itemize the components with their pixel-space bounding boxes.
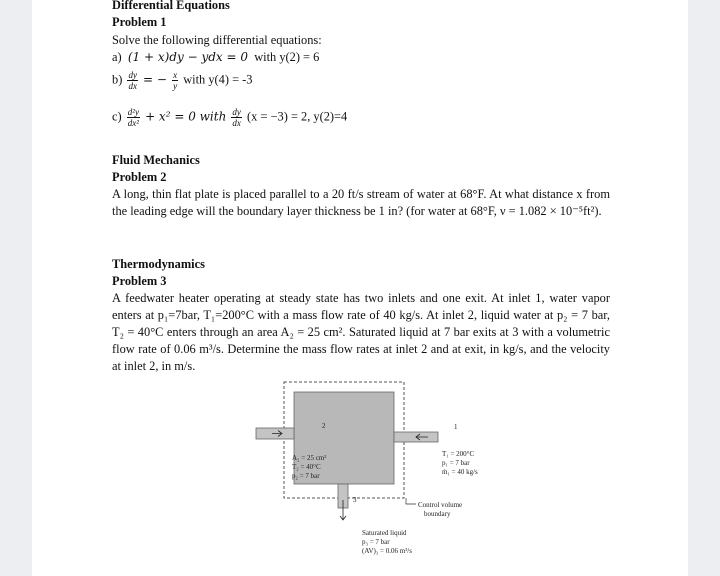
equation-b xyxy=(112,70,252,91)
equation-b-numerator: dy xyxy=(128,70,137,80)
inlet-2-number: 2 xyxy=(322,422,326,430)
equation-c-expression: + x² = 0 with xyxy=(145,109,227,124)
exit-volumetric-flow: (AV)₃ = 0.06 m³/s xyxy=(362,547,412,555)
equation-b-rhs xyxy=(172,70,178,91)
equation-a-label: a) xyxy=(112,50,122,64)
inlet-2-temperature: T₂ = 40°C xyxy=(292,463,321,471)
equation-a xyxy=(112,49,319,66)
control-volume-label-2: boundary xyxy=(424,510,451,518)
problem-2-text: A long, thin flat plate is placed parallel to a 20 ft/s stream of water at 68°F. At what distance x from the leading edge will the boundary layer thickness be 1 in? (for water at 68°F, ν = 1.082 × 10⁻⁵ft²). xyxy=(112,187,610,218)
exit-number: 3 xyxy=(353,496,357,504)
equation-c-denominator: dx² xyxy=(127,118,139,128)
problem-1-heading: Problem 1 xyxy=(112,15,167,29)
equation-c-first-derivative xyxy=(231,107,242,128)
equation-b-label: b) xyxy=(112,72,123,87)
section-title-differential-equations: Differential Equations xyxy=(112,0,230,12)
inlet-1-temperature: T₁ = 200°C xyxy=(442,450,475,458)
problem-3-heading: Problem 3 xyxy=(112,274,167,288)
problem-2-heading: Problem 2 xyxy=(112,170,167,184)
equation-b-denominator: dx xyxy=(128,81,137,91)
problem-1-intro: Solve the following differential equations: xyxy=(112,33,322,47)
section-title-fluid-mechanics: Fluid Mechanics xyxy=(112,153,200,167)
equation-b-sign: = − xyxy=(143,72,167,87)
control-volume-pointer xyxy=(406,498,416,504)
equation-c-bc-denominator: dx xyxy=(232,118,241,128)
equation-c-condition: (x = −3) = 2, y(2)=4 xyxy=(247,109,348,124)
problem-3-text: A feedwater heater operating at steady state has two inlets and one exit. At inlet 1, water vapor enters at p₁=7bar, T₁=200°C with a mass flow rate of 40 kg/s. At inlet 2, liquid water at p₂ = 7 bar, T₂ = 40°C enters through an area A₂ = 25 cm². Saturated liquid at 7 bar exits at 3 with a volumetric flow rate of 0.06 m³/s. Determine the mass flow rates at inlet 2 and at exit, in kg/s, and the velocity at inlet 2, in m/s. xyxy=(112,291,610,373)
document-page xyxy=(32,0,688,576)
equation-b-rhs-numerator: x xyxy=(173,70,178,80)
exit-state: Saturated liquid xyxy=(362,529,407,537)
inlet-1-number: 1 xyxy=(454,423,458,431)
equation-c-bc-numerator: dy xyxy=(232,107,241,117)
inlet-2-area: A₂ = 25 cm² xyxy=(292,454,327,462)
feedwater-heater-diagram xyxy=(252,378,492,568)
equation-c-numerator: d²y xyxy=(127,107,139,117)
equation-a-condition: with y(2) = 6 xyxy=(254,50,320,64)
equation-b-derivative xyxy=(127,70,138,91)
control-volume-label: Control volume xyxy=(418,501,463,509)
equation-c xyxy=(112,107,347,128)
exit-pressure: p₃ = 7 bar xyxy=(362,538,390,546)
equation-b-rhs-denominator: y xyxy=(173,81,178,91)
inlet-1-pressure: p₁ = 7 bar xyxy=(442,459,470,467)
equation-c-second-derivative xyxy=(127,107,140,128)
equation-b-condition: with y(4) = -3 xyxy=(183,72,253,87)
inlet-2-pressure: p₂ = 7 bar xyxy=(292,472,320,480)
equation-a-expression: (1 + x)dy − ydx = 0 xyxy=(127,50,248,64)
inlet-1-mass-flow: ṁ₁ = 40 kg/s xyxy=(442,468,478,476)
equation-c-label: c) xyxy=(112,109,122,124)
section-title-thermodynamics: Thermodynamics xyxy=(112,257,205,271)
